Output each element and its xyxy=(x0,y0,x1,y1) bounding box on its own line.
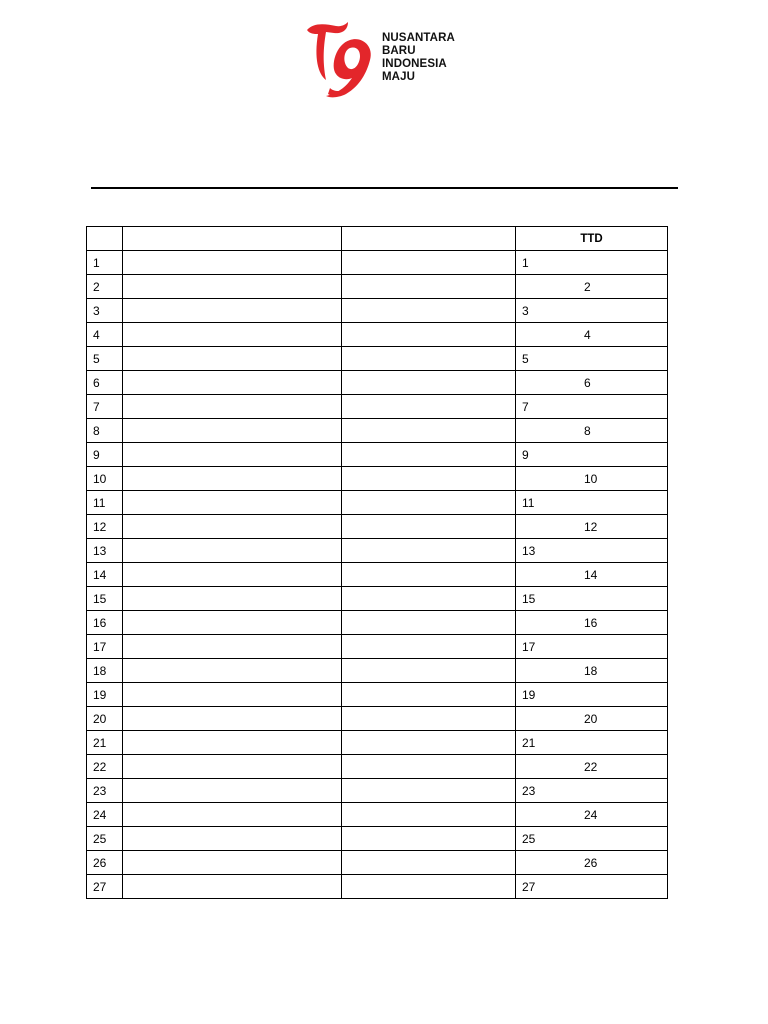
signature-cell[interactable] xyxy=(516,419,668,443)
name-cell[interactable] xyxy=(123,323,342,347)
signature-cell[interactable] xyxy=(516,683,668,707)
signature-number: 4 xyxy=(584,328,591,342)
position-cell[interactable] xyxy=(342,371,516,395)
row-number: 16 xyxy=(87,611,123,635)
table-row xyxy=(87,347,668,371)
table-body xyxy=(87,251,668,899)
signature-cell[interactable] xyxy=(516,347,668,371)
signature-cell[interactable] xyxy=(516,659,668,683)
position-cell[interactable] xyxy=(342,707,516,731)
signature-cell[interactable] xyxy=(516,563,668,587)
name-cell[interactable] xyxy=(123,251,342,275)
table-row xyxy=(87,299,668,323)
position-cell[interactable] xyxy=(342,515,516,539)
table-row xyxy=(87,587,668,611)
name-cell[interactable] xyxy=(123,875,342,899)
row-number: 4 xyxy=(87,323,123,347)
table-row xyxy=(87,827,668,851)
position-cell[interactable] xyxy=(342,419,516,443)
row-number: 3 xyxy=(87,299,123,323)
signature-cell[interactable] xyxy=(516,491,668,515)
signature-cell[interactable] xyxy=(516,371,668,395)
position-cell[interactable] xyxy=(342,323,516,347)
name-cell[interactable] xyxy=(123,755,342,779)
position-cell[interactable] xyxy=(342,395,516,419)
row-number: 21 xyxy=(87,731,123,755)
position-cell[interactable] xyxy=(342,539,516,563)
header-no xyxy=(87,227,123,251)
name-cell[interactable] xyxy=(123,539,342,563)
position-cell[interactable] xyxy=(342,683,516,707)
name-cell[interactable] xyxy=(123,803,342,827)
signature-cell[interactable] xyxy=(516,587,668,611)
signature-cell[interactable] xyxy=(516,875,668,899)
row-number: 17 xyxy=(87,635,123,659)
row-number: 10 xyxy=(87,467,123,491)
row-number: 26 xyxy=(87,851,123,875)
table-row xyxy=(87,755,668,779)
position-cell[interactable] xyxy=(342,635,516,659)
row-number: 2 xyxy=(87,275,123,299)
signature-cell[interactable] xyxy=(516,251,668,275)
row-number: 12 xyxy=(87,515,123,539)
table-row xyxy=(87,731,668,755)
signature-cell[interactable] xyxy=(516,755,668,779)
table-row xyxy=(87,395,668,419)
signature-number: 24 xyxy=(584,808,598,822)
row-number: 6 xyxy=(87,371,123,395)
logo-line-3: INDONESIA xyxy=(382,58,447,70)
logo-wordmark xyxy=(382,32,472,84)
row-number: 13 xyxy=(87,539,123,563)
position-cell[interactable] xyxy=(342,827,516,851)
name-cell[interactable] xyxy=(123,275,342,299)
name-cell[interactable] xyxy=(123,371,342,395)
table-row xyxy=(87,635,668,659)
table-row xyxy=(87,443,668,467)
signature-number: 11 xyxy=(522,496,535,510)
signature-number: 7 xyxy=(522,400,529,414)
table-row xyxy=(87,467,668,491)
row-number: 9 xyxy=(87,443,123,467)
name-cell[interactable] xyxy=(123,395,342,419)
signature-cell[interactable] xyxy=(516,443,668,467)
signature-number: 6 xyxy=(584,376,591,390)
signature-cell[interactable] xyxy=(516,779,668,803)
logo-line-2: BARU xyxy=(382,45,416,57)
table-row xyxy=(87,539,668,563)
signature-cell[interactable] xyxy=(516,539,668,563)
signature-number: 22 xyxy=(584,760,598,774)
signature-cell[interactable] xyxy=(516,731,668,755)
name-cell[interactable] xyxy=(123,467,342,491)
table-row xyxy=(87,251,668,275)
row-number: 20 xyxy=(87,707,123,731)
name-cell[interactable] xyxy=(123,659,342,683)
name-cell[interactable] xyxy=(123,731,342,755)
name-cell[interactable] xyxy=(123,347,342,371)
position-cell[interactable] xyxy=(342,587,516,611)
row-number: 11 xyxy=(87,491,123,515)
signature-cell[interactable] xyxy=(516,635,668,659)
signature-number: 2 xyxy=(584,280,591,294)
signature-cell[interactable] xyxy=(516,275,668,299)
signature-number: 18 xyxy=(584,664,598,678)
row-number: 18 xyxy=(87,659,123,683)
signature-number: 19 xyxy=(522,688,536,702)
header-ttd: TTD xyxy=(516,227,668,251)
signature-number: 12 xyxy=(584,520,598,534)
signature-cell[interactable] xyxy=(516,467,668,491)
name-cell[interactable] xyxy=(123,779,342,803)
position-cell[interactable] xyxy=(342,467,516,491)
name-cell[interactable] xyxy=(123,419,342,443)
signature-number: 14 xyxy=(584,568,598,582)
table-header-row xyxy=(87,227,668,251)
table-row xyxy=(87,707,668,731)
name-cell[interactable] xyxy=(123,851,342,875)
table-row xyxy=(87,371,668,395)
signature-cell[interactable] xyxy=(516,299,668,323)
position-cell[interactable] xyxy=(342,779,516,803)
name-cell[interactable] xyxy=(123,635,342,659)
position-cell[interactable] xyxy=(342,299,516,323)
name-cell[interactable] xyxy=(123,587,342,611)
signature-number: 8 xyxy=(584,424,591,438)
position-cell[interactable] xyxy=(342,347,516,371)
name-cell[interactable] xyxy=(123,563,342,587)
row-number: 25 xyxy=(87,827,123,851)
table-row xyxy=(87,491,668,515)
table-row xyxy=(87,275,668,299)
logo-79-mark xyxy=(304,20,376,100)
signature-cell[interactable] xyxy=(516,515,668,539)
row-number: 8 xyxy=(87,419,123,443)
table-row xyxy=(87,611,668,635)
row-number: 7 xyxy=(87,395,123,419)
row-number: 1 xyxy=(87,251,123,275)
table-row xyxy=(87,875,668,899)
title-underline xyxy=(91,187,678,189)
position-cell[interactable] xyxy=(342,443,516,467)
signature-number: 9 xyxy=(522,448,529,462)
row-number: 5 xyxy=(87,347,123,371)
table-row xyxy=(87,659,668,683)
row-number: 23 xyxy=(87,779,123,803)
name-cell[interactable] xyxy=(123,491,342,515)
name-cell[interactable] xyxy=(123,683,342,707)
row-number: 22 xyxy=(87,755,123,779)
position-cell[interactable] xyxy=(342,275,516,299)
table-row xyxy=(87,323,668,347)
signature-cell[interactable] xyxy=(516,395,668,419)
name-cell[interactable] xyxy=(123,443,342,467)
logo-line-4: MAJU xyxy=(382,71,415,83)
name-cell[interactable] xyxy=(123,299,342,323)
logo-79-nusantara-baru xyxy=(304,20,464,100)
name-cell[interactable] xyxy=(123,827,342,851)
table-row xyxy=(87,683,668,707)
signature-cell[interactable] xyxy=(516,851,668,875)
position-cell[interactable] xyxy=(342,251,516,275)
table-row xyxy=(87,563,668,587)
position-cell[interactable] xyxy=(342,731,516,755)
signature-cell[interactable] xyxy=(516,323,668,347)
table-row xyxy=(87,419,668,443)
name-cell[interactable] xyxy=(123,707,342,731)
position-cell[interactable] xyxy=(342,803,516,827)
signature-number: 20 xyxy=(584,712,598,726)
signature-number: 21 xyxy=(522,736,536,750)
table-row xyxy=(87,779,668,803)
signature-number: 3 xyxy=(522,304,529,318)
signature-number: 1 xyxy=(522,256,529,270)
logo-line-1: NUSANTARA xyxy=(382,32,455,44)
row-number: 15 xyxy=(87,587,123,611)
row-number: 24 xyxy=(87,803,123,827)
signature-number: 5 xyxy=(522,352,529,366)
row-number: 27 xyxy=(87,875,123,899)
table-row xyxy=(87,803,668,827)
signature-number: 27 xyxy=(522,880,536,894)
header-position xyxy=(342,227,516,251)
position-cell[interactable] xyxy=(342,851,516,875)
signature-number: 15 xyxy=(522,592,536,606)
table-row xyxy=(87,515,668,539)
signature-number: 10 xyxy=(584,472,598,486)
signature-cell[interactable] xyxy=(516,707,668,731)
signature-number: 13 xyxy=(522,544,536,558)
position-cell[interactable] xyxy=(342,611,516,635)
position-cell[interactable] xyxy=(342,563,516,587)
signature-cell[interactable] xyxy=(516,611,668,635)
position-cell[interactable] xyxy=(342,755,516,779)
position-cell[interactable] xyxy=(342,875,516,899)
row-number: 14 xyxy=(87,563,123,587)
header-name xyxy=(123,227,342,251)
table-row xyxy=(87,851,668,875)
signature-number: 25 xyxy=(522,832,536,846)
signature-number: 16 xyxy=(584,616,598,630)
name-cell[interactable] xyxy=(123,611,342,635)
row-number: 19 xyxy=(87,683,123,707)
name-cell[interactable] xyxy=(123,515,342,539)
signature-cell[interactable] xyxy=(516,803,668,827)
signature-number: 23 xyxy=(522,784,536,798)
signature-number: 17 xyxy=(522,640,536,654)
position-cell[interactable] xyxy=(342,491,516,515)
signature-cell[interactable] xyxy=(516,827,668,851)
attendance-table xyxy=(86,226,668,899)
position-cell[interactable] xyxy=(342,659,516,683)
signature-number: 26 xyxy=(584,856,598,870)
